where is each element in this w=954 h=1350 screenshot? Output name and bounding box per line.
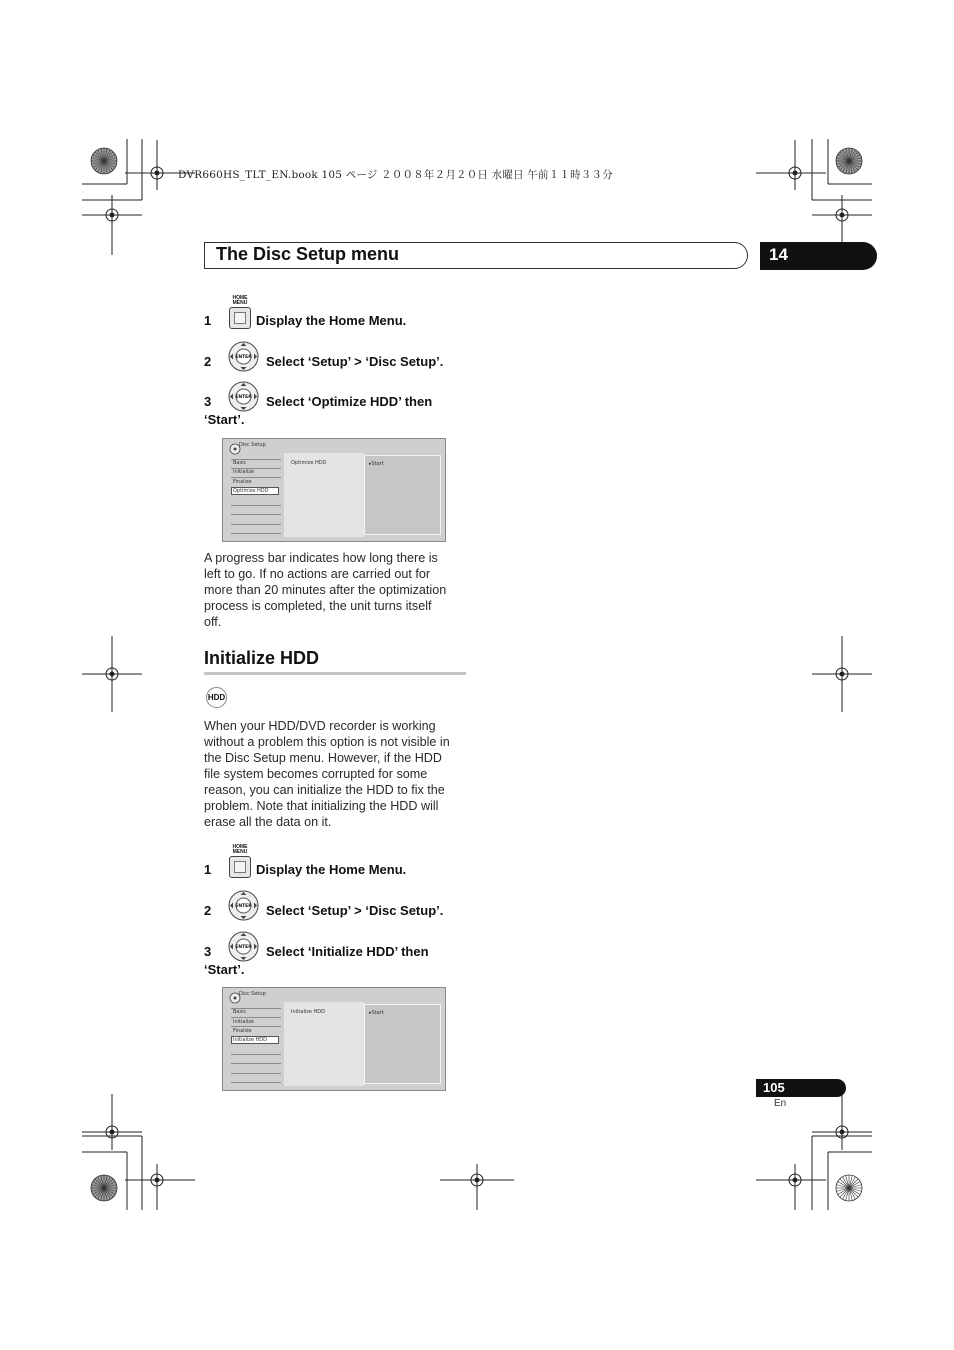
enter-joystick-icon	[228, 890, 259, 921]
step-text-cont: ‘Start’.	[204, 962, 245, 977]
hdd-badge-icon: HDD	[206, 687, 227, 708]
svg-text:ENTER: ENTER	[235, 904, 252, 909]
print-info: DVR660HS_TLT_EN.book 105 ページ ２００８年２月２０日 水曜日 午前１１時３３分	[178, 169, 613, 181]
menu-item-selected: Optimize HDD	[231, 487, 279, 495]
step-number: 3	[204, 394, 212, 409]
home-menu-button-icon	[229, 856, 251, 878]
menu-item-selected: Initialize HDD	[231, 1036, 279, 1044]
chapter-number: 14	[769, 245, 788, 264]
page-title: The Disc Setup menu	[216, 244, 400, 264]
step-text: Select ‘Initialize HDD’ then	[266, 944, 429, 959]
menu-item: Initialize	[233, 1019, 254, 1025]
section-rule	[204, 672, 466, 675]
action-pane: ▸Start	[364, 1004, 441, 1084]
home-menu-caption: HOME MENU	[232, 844, 248, 855]
page-number: 105	[763, 1080, 785, 1095]
menu-item: Finalize	[233, 1028, 252, 1034]
step-text: Display the Home Menu.	[256, 313, 407, 328]
page-language: En	[774, 1098, 787, 1109]
menu-item: Basic	[233, 460, 247, 466]
svg-text:ENTER: ENTER	[235, 355, 252, 360]
progress-paragraph: A progress bar indicates how long there is left to go. If no actions are carried out for more than 20 minutes after the optimization process is completed, the unit turns itself off.	[204, 551, 447, 629]
step-number: 1	[204, 862, 212, 877]
svg-text:ENTER: ENTER	[235, 395, 252, 400]
step-text: Select ‘Setup’ > ‘Disc Setup’.	[266, 354, 444, 369]
step-text: Select ‘Optimize HDD’ then	[266, 394, 433, 409]
enter-joystick-icon	[228, 931, 259, 962]
step-number: 1	[204, 313, 212, 328]
menu-item: Basic	[233, 1009, 247, 1015]
action-pane: ▸Start	[364, 455, 441, 535]
enter-joystick-icon	[228, 341, 259, 372]
svg-text:ENTER: ENTER	[235, 945, 252, 950]
step-number: 3	[204, 944, 212, 959]
option-pane: Optimize HDD	[284, 453, 364, 537]
disc-setup-screen	[222, 987, 446, 1091]
screen-title: Disc Setup	[239, 442, 266, 448]
enter-joystick-icon	[228, 381, 259, 412]
menu-item: Initialize	[233, 469, 254, 475]
home-menu-caption: HOME MENU	[232, 295, 248, 306]
disc-setup-screen	[222, 438, 446, 542]
step-text: Select ‘Setup’ > ‘Disc Setup’.	[266, 903, 444, 918]
section-heading: Initialize HDD	[204, 648, 320, 668]
screen-title: Disc Setup	[239, 991, 266, 997]
step-text-cont: ‘Start’.	[204, 412, 245, 427]
menu-item: Finalize	[233, 479, 252, 485]
step-number: 2	[204, 354, 212, 369]
option-pane: Initialize HDD	[284, 1002, 364, 1086]
initialize-paragraph: When your HDD/DVD recorder is working without a problem this option is not visible in the Disc Setup menu. However, if the HDD file system becomes corrupted for some reason, you can initialize the HDD to fix the problem. Note that initializing the HDD will erase all the data on it.	[204, 719, 450, 829]
home-menu-button-icon	[229, 307, 251, 329]
step-text: Display the Home Menu.	[256, 862, 407, 877]
step-number: 2	[204, 903, 212, 918]
